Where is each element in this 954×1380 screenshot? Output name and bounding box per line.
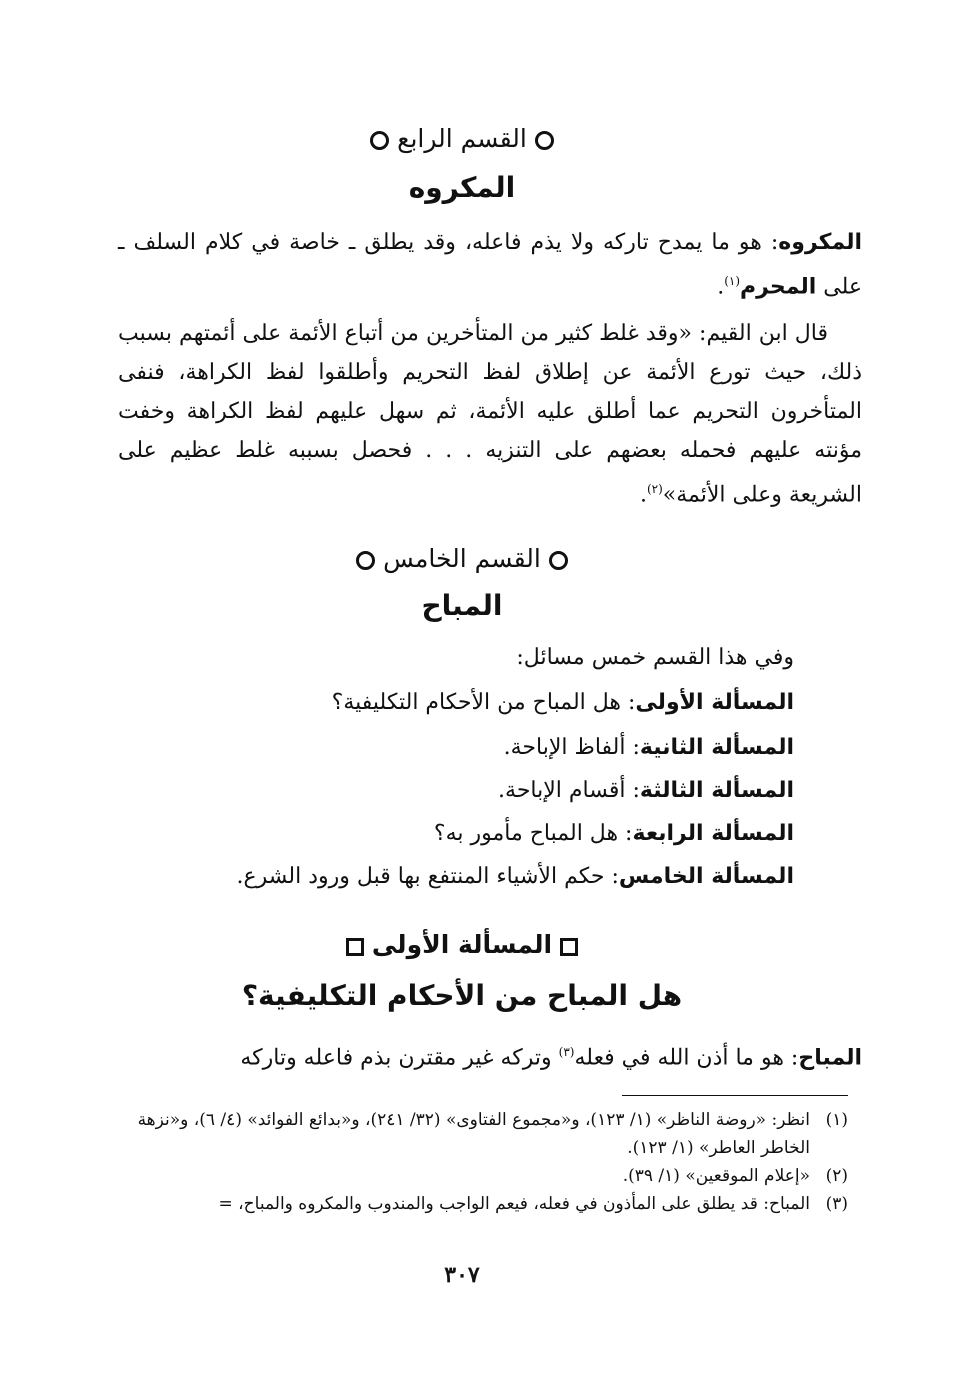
- section-4-title: المكروه: [408, 171, 516, 204]
- period: .: [639, 482, 647, 508]
- issue-text: : ألفاظ الإباحة.: [503, 735, 640, 760]
- footnote-ref-1: (١): [724, 274, 741, 288]
- issue-label: المسألة الأولى: [635, 690, 794, 715]
- footnote-number: (١): [825, 1110, 848, 1130]
- issue-label: المسألة الثالثة: [639, 778, 794, 803]
- issue-item: [434, 819, 794, 849]
- square-bullet-icon: [560, 938, 578, 956]
- footnote-number: (٣): [825, 1194, 848, 1214]
- footnote-number: (٢): [825, 1166, 848, 1186]
- quote-text: قال ابن القيم: «وقد غلط كثير من المتأخرين من أتباع الأئمة على أئمتهم بسبب ذلك، حيث تورع الأئمة عن إطلاق لفظ التحريم وأطلقوا لفظ الكراهة، فنفى المتأخرون التحريم عما أطلق عليه الأئمة، ثم سهل عليهم لفظ الكراهة وخفت مؤنته عليهم فحمله بعضهم على التنزيه . . . فحصل بسببه غلط عظيم على الشريعة وعلى الأئمة»: [118, 321, 862, 508]
- page-number: ٣٠٧: [444, 1262, 480, 1288]
- definition-text: : هو ما أذن الله في فعله: [574, 1045, 799, 1071]
- section-5-heading-text: القسم الخامس: [383, 544, 541, 573]
- circle-bullet-icon: [370, 131, 389, 150]
- section-4-heading-text: القسم الرابع: [397, 124, 527, 153]
- mubah-definition: [118, 1033, 862, 1077]
- footnote: [90, 1162, 848, 1190]
- footnote: [90, 1106, 848, 1162]
- definition-text-cont: وتركه غير مقترن بذم فاعله وتاركه: [240, 1045, 559, 1071]
- section-4-heading: [0, 122, 954, 156]
- definition-paragraph: [118, 223, 862, 306]
- circle-bullet-icon: [549, 551, 568, 570]
- section-4-body: [118, 223, 862, 515]
- footnote: [90, 1190, 848, 1218]
- term-muharram: المحرم: [740, 274, 817, 300]
- circle-bullet-icon: [356, 551, 375, 570]
- footnote-ref-3: (٣): [558, 1045, 575, 1059]
- ibn-qayyim-quote-paragraph: [118, 314, 862, 514]
- issue-item: [237, 862, 794, 892]
- issue-label: المسألة الرابعة: [632, 821, 794, 846]
- issue-text: : أقسام الإباحة.: [498, 778, 640, 803]
- section-5-title: المباح: [421, 589, 503, 622]
- footnote-ref-2: (٢): [646, 482, 663, 497]
- issue-1-heading: [0, 928, 954, 962]
- circle-bullet-icon: [535, 131, 554, 150]
- period: .: [717, 274, 725, 300]
- issue-text: : هل المباح من الأحكام التكليفية؟: [331, 690, 636, 715]
- issue-item: [332, 688, 794, 718]
- issue-item: [498, 776, 794, 806]
- term-makruh: المكروه: [778, 230, 862, 255]
- issue-item: [504, 733, 794, 763]
- issue-label: المسألة الخامس: [618, 864, 794, 889]
- square-bullet-icon: [346, 938, 364, 956]
- issue-text: : حكم الأشياء المنتفع بها قبل ورود الشرع.: [236, 864, 619, 889]
- footnote-text: المباح: قد يطلق على المأذون في فعله، فيعم الواجب والمندوب والمكروه والمباح، =: [218, 1194, 810, 1214]
- issues-intro: وفي هذا القسم خمس مسائل:: [516, 645, 794, 670]
- definition-text: : هو ما يمدح تاركه ولا يذم فاعله، وقد يطلق ـ خاصة في كلام السلف ـ على: [118, 230, 862, 300]
- footnote-text: «إعلام الموقعين» (١/ ٣٩).: [622, 1166, 810, 1186]
- issue-1-title: هل المباح من الأحكام التكليفية؟: [241, 979, 683, 1012]
- footnote-text: انظر: «روضة الناظر» (١/ ١٢٣)، و«مجموع الفتاوى» (٣٢/ ٢٤١)، و«بدائع الفوائد» (٤/ ٦)، و«نزهة الخاطر العاطر» (١/ ١٢٣).: [137, 1110, 810, 1158]
- issue-1-body: [118, 1033, 862, 1077]
- issue-label: المسألة الثانية: [639, 735, 794, 760]
- issue-1-heading-text: المسألة الأولى: [371, 930, 553, 959]
- footnotes: [90, 1106, 848, 1218]
- section-5-heading: [0, 542, 954, 576]
- issue-text: : هل المباح مأمور به؟: [433, 821, 633, 846]
- footnote-divider: [622, 1095, 848, 1096]
- term-mubah: المباح: [798, 1045, 862, 1071]
